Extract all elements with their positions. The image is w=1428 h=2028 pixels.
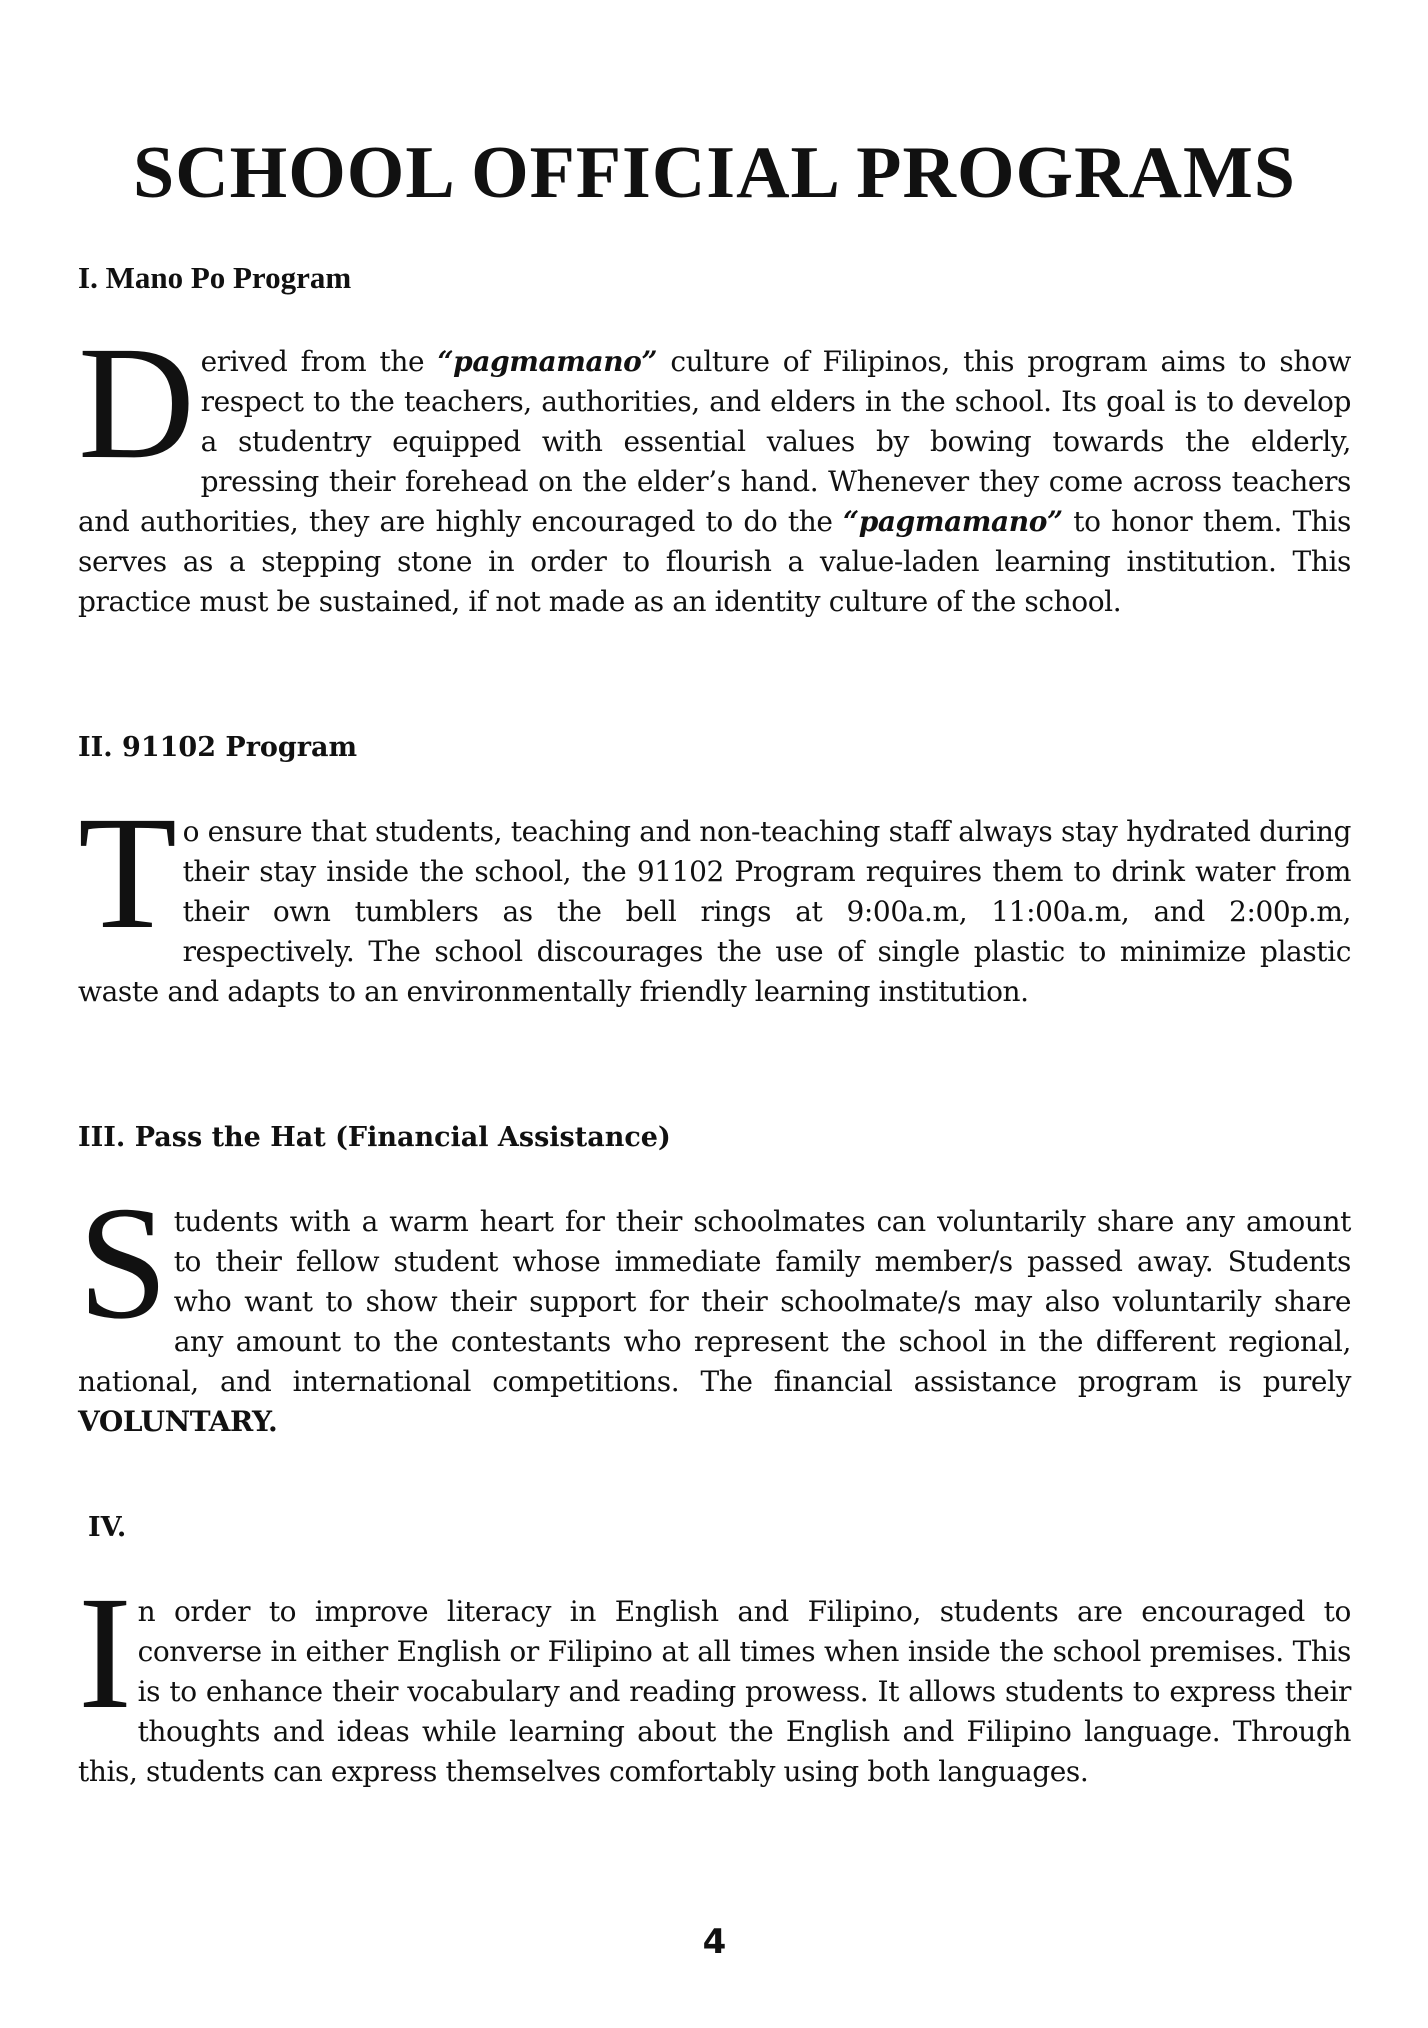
section-iv (78, 1508, 1351, 1792)
section-mano-po (78, 258, 1351, 622)
paragraph-text: to honor them. This serves as a stepping stone in order to flourish a value-laden learning institution. This practice must be sustained, if not made as an identity culture of the school. (78, 505, 1352, 618)
drop-cap: T (78, 784, 177, 963)
section-paragraph (78, 1174, 1351, 1442)
section-paragraph (78, 1564, 1351, 1792)
page-title: SCHOOL OFFICIAL PROGRAMS (133, 132, 1296, 214)
emphasis-term: “pagmamano” (843, 505, 1063, 538)
section-heading: III. Pass the Hat (Financial Assistance) (78, 1122, 671, 1153)
drop-cap: S (78, 1174, 168, 1353)
section-heading: II. 91102 Program (78, 732, 358, 763)
emphasis-term: “pagmamano” (437, 345, 658, 378)
section-pass-the-hat (78, 1118, 1351, 1442)
section-paragraph (78, 784, 1351, 1012)
drop-cap: I (78, 1564, 132, 1743)
section-91102 (78, 728, 1351, 1012)
emphasis-term: VOLUNTARY. (78, 1405, 278, 1438)
paragraph-text: o ensure that students, teaching and non-teaching staff always stay hydrated during their stay inside the school, the 91102 Program requires them to drink water from their own tumblers as the bell rings at 9:00a.m, 11:00a.m, and 2:00p.m, respectively. The school discourages the use of single plastic to minimize plastic waste and adapts to an environmentally friendly learning institution. (78, 815, 1351, 1008)
paragraph-text: erived from the (200, 345, 438, 378)
section-heading: I. Mano Po Program (78, 260, 352, 295)
drop-cap: D (78, 314, 195, 493)
section-paragraph (78, 314, 1352, 622)
section-heading: IV. (88, 1512, 127, 1543)
page-number: 4 (702, 1922, 727, 1962)
paragraph-text: tudents with a warm heart for their schoolmates can voluntarily share any amount to their fellow student whose immediate family member/s passed away. Students who want to show their support for their schoolmate/s may also voluntarily share any amount to the contestants who represent the school in the different regional, national, and international competitions. The financial assistance program is purely (78, 1205, 1351, 1398)
paragraph-text: n order to improve literacy in English and Filipino, students are encouraged to converse in either English or Filipino at all times when inside the school premises. This is to enhance their vocabulary and reading prowess. It allows students to express their thoughts and ideas while learning about the English and Filipino language. Through this, students can express themselves comfortably using both languages. (78, 1595, 1351, 1788)
document-page (78, 0, 1351, 2028)
paragraph-text: culture of Filipinos, this program aims to show respect to the teachers, authorities, and elders in the school. Its goal is to develop a studentry equipped with essential values by bowing towards the elderly, pressing their forehead on the elder’s hand. Whenever they come across teachers and authorities, they are highly encouraged to do the (78, 345, 1351, 538)
